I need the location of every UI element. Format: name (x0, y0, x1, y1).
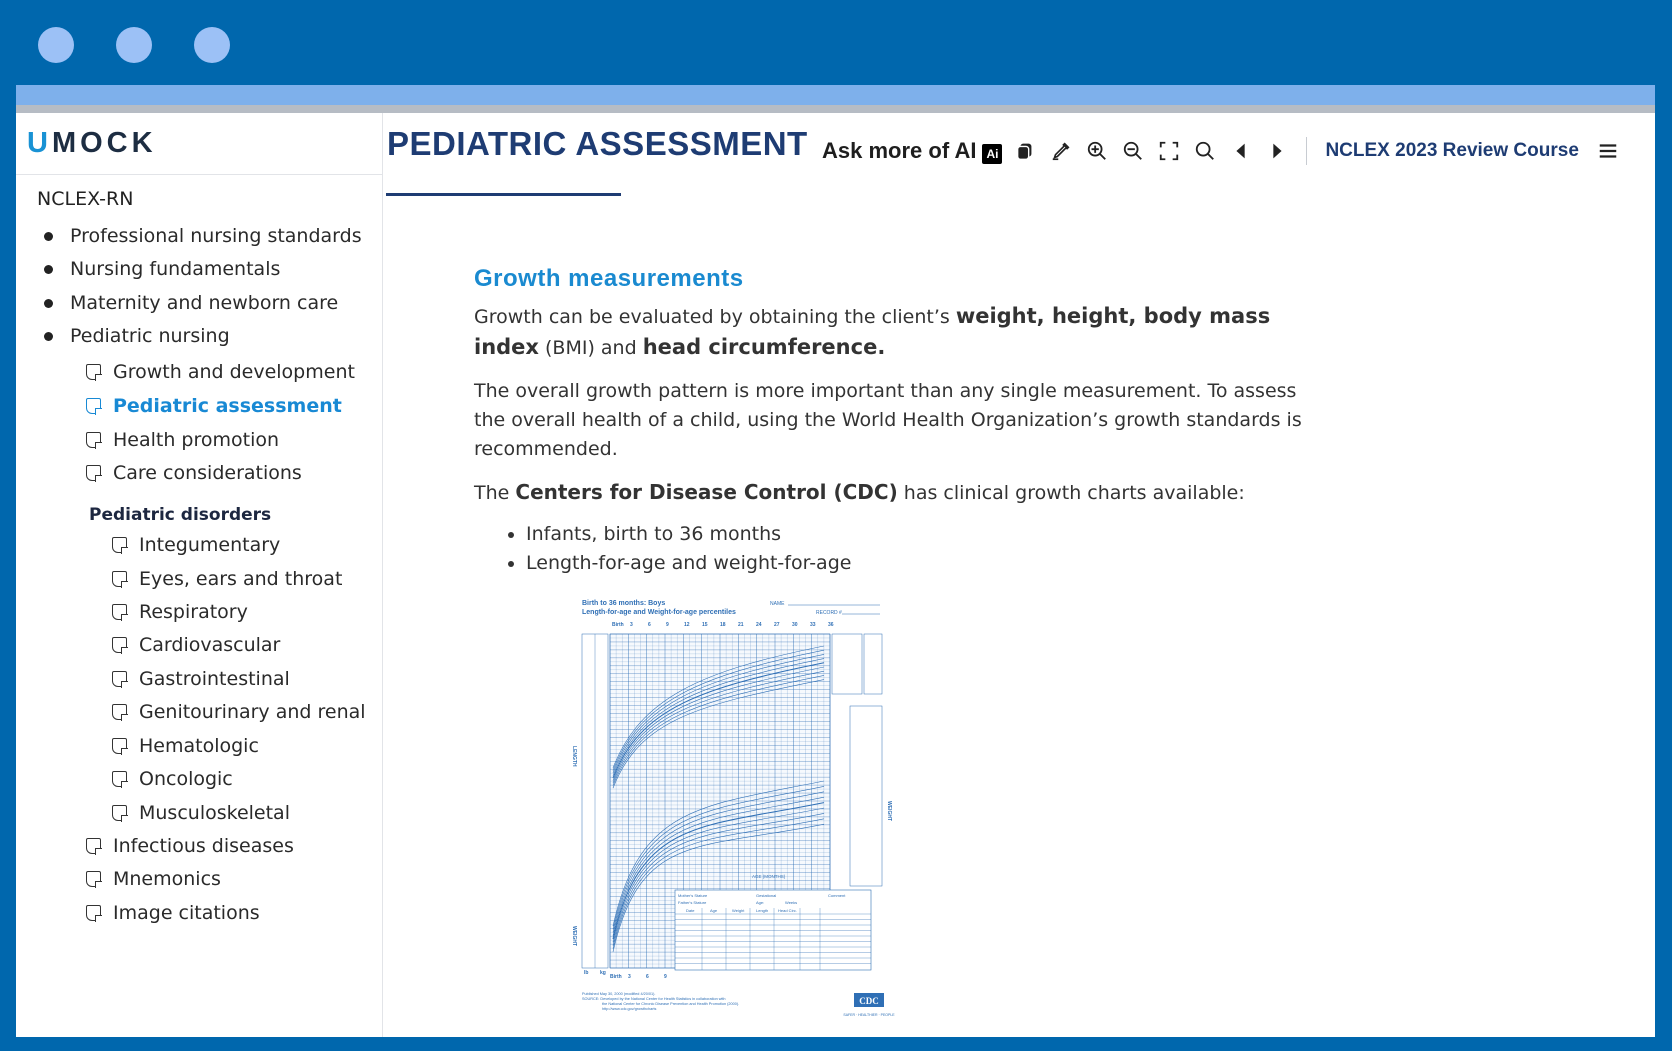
window-dot-close[interactable] (38, 27, 74, 63)
cdc-logo-text: CDC (859, 996, 879, 1006)
sidebar-item-cardiovascular[interactable]: Cardiovascular (112, 634, 280, 656)
main-content (474, 265, 1314, 578)
window-dot-minimize[interactable] (116, 27, 152, 63)
bullet-icon (44, 332, 53, 341)
sidebar-item-maternity[interactable]: Maternity and newborn care (16, 292, 338, 314)
figure-unit-kg: kg (600, 970, 606, 976)
sidebar-item-infectious-diseases[interactable]: Infectious diseases (86, 835, 294, 857)
figure-col-comment: Comment (828, 893, 846, 898)
page-icon (112, 537, 127, 553)
paragraph-cdc: The Centers for Disease Control (CDC) has clinical growth charts available: (474, 480, 1245, 504)
section-heading-pediatric-disorders: Pediatric disorders (89, 505, 272, 525)
toolbar-divider (1306, 137, 1307, 165)
sidebar-item-mnemonics[interactable]: Mnemonics (86, 868, 221, 890)
page-icon (112, 571, 127, 587)
page-icon (86, 871, 101, 887)
figure-col-weight: Weight (732, 908, 745, 913)
sidebar-item-health-promotion[interactable]: Health promotion (86, 429, 279, 451)
sidebar-item-musculoskeletal[interactable]: Musculoskeletal (112, 802, 290, 824)
figure-mother-stature: Mother's Stature (678, 893, 708, 898)
figure-bottom-age-label: 3 (628, 974, 631, 980)
ai-badge-icon: Ai (982, 144, 1002, 164)
sidebar-item-hematologic[interactable]: Hematologic (112, 735, 259, 757)
sidebar (16, 113, 383, 1037)
page-icon (86, 465, 101, 481)
bullet-icon (44, 299, 53, 308)
section-heading: Growth measurements (474, 265, 744, 292)
sidebar-item-image-citations[interactable]: Image citations (86, 902, 260, 924)
figure-bottom-age-label: 6 (646, 974, 649, 980)
page-icon (86, 364, 101, 380)
figure-top-age-label: 18 (720, 622, 726, 628)
next-icon[interactable] (1264, 138, 1290, 164)
course-link[interactable]: NCLEX 2023 Review Course (1325, 140, 1579, 161)
figure-age-label-bottom: AGE (MONTHS) (752, 874, 786, 879)
cdc-growth-chart-image[interactable] (571, 596, 905, 1026)
figure-bottom-age-label: 9 (664, 974, 667, 980)
window-title-bar (16, 85, 1655, 105)
figure-unit-lb: lb (584, 970, 589, 976)
figure-length-axis-label: LENGTH (571, 746, 577, 767)
copy-icon[interactable] (1012, 138, 1038, 164)
figure-col-age: Age (710, 908, 718, 913)
page-icon (112, 771, 127, 787)
sidebar-item-professional-nursing-standards[interactable]: Professional nursing standards (16, 225, 362, 247)
page-icon (112, 805, 127, 821)
page-icon (86, 398, 101, 414)
paragraph-growth-intro: Growth can be evaluated by obtaining the client’s weight, height, body mass index (BMI) and head circumference. (474, 304, 1271, 359)
sidebar-item-respiratory[interactable]: Respiratory (112, 601, 248, 623)
page-icon (112, 704, 127, 720)
bullet-icon (44, 265, 53, 274)
figure-father-stature: Father's Stature (678, 900, 707, 905)
cdc-tagline: SAFER · HEALTHIER · PEOPLE (843, 1013, 895, 1017)
figure-top-age-label: 12 (684, 622, 690, 628)
figure-footer-1: Published May 30, 2000 (modified 4/20/01). (582, 992, 656, 996)
figure-top-age-label: 33 (810, 622, 816, 628)
sidebar-item-nursing-fundamentals[interactable]: Nursing fundamentals (16, 258, 280, 280)
figure-top-age-label: 21 (738, 622, 744, 628)
chart-list (474, 520, 1314, 578)
figure-bottom-age-label: Birth (610, 974, 622, 980)
figure-top-age-label: 36 (828, 622, 834, 628)
figure-top-age-label: 9 (666, 622, 669, 628)
sidebar-item-oncologic[interactable]: Oncologic (112, 768, 233, 790)
page-icon (112, 738, 127, 754)
figure-gest-weeks: Weeks (785, 900, 798, 905)
course-name: NCLEX-RN (37, 188, 134, 210)
list-item: • Infants, birth to 36 months (526, 520, 1314, 549)
sidebar-item-pediatric-assessment[interactable]: Pediatric assessment (86, 395, 342, 417)
window-divider (16, 105, 1655, 113)
paragraph-growth-pattern: The overall growth pattern is more important than any single measurement. To assess the overall health of a child, using the World Health Organization’s growth standards is recommended. (474, 380, 1302, 460)
previous-icon[interactable] (1228, 138, 1254, 164)
highlighter-icon[interactable] (1048, 138, 1074, 164)
figure-footer-4: http://www.cdc.gov/growthcharts (602, 1007, 657, 1011)
figure-top-age-label: 24 (756, 622, 762, 628)
sidebar-item-eyes-ears-throat[interactable]: Eyes, ears and throat (112, 568, 342, 590)
sidebar-item-genitourinary-renal[interactable]: Genitourinary and renal (112, 701, 366, 723)
figure-top-age-label: 27 (774, 622, 780, 628)
figure-top-age-label: Birth (612, 622, 624, 628)
page-icon (86, 838, 101, 854)
bullet-icon (44, 232, 53, 241)
sidebar-item-care-considerations[interactable]: Care considerations (86, 462, 302, 484)
list-item: • Length-for-age and weight-for-age (526, 549, 1314, 578)
fullscreen-icon[interactable] (1156, 138, 1182, 164)
zoom-in-icon[interactable] (1084, 138, 1110, 164)
sidebar-item-growth-and-development[interactable]: Growth and development (86, 361, 355, 383)
figure-top-age-label: 3 (630, 622, 633, 628)
figure-footer-2: SOURCE: Developed by the National Center for Health Statistics in collaboration with (582, 997, 726, 1001)
page-icon (112, 671, 127, 687)
figure-gest-age: Age: (756, 900, 765, 905)
toolbar (822, 134, 1621, 168)
figure-col-length: Length (756, 908, 769, 913)
ask-ai-button[interactable]: Ask more of AI Ai (822, 138, 1002, 164)
window-controls (38, 27, 230, 63)
page-icon (112, 604, 127, 620)
page-title: PEDIATRIC ASSESSMENT (387, 125, 808, 162)
figure-top-age-label: 6 (648, 622, 651, 628)
figure-weight-axis-label-left: WEIGHT (571, 926, 577, 946)
figure-name-label: NAME (770, 601, 785, 607)
zoom-out-icon[interactable] (1120, 138, 1146, 164)
page-icon (112, 637, 127, 653)
figure-title-line2: Length-for-age and Weight-for-age percentiles (582, 609, 736, 616)
sidebar-item-gastrointestinal[interactable]: Gastrointestinal (112, 668, 290, 690)
figure-weight-axis-label-right: WEIGHT (886, 801, 892, 821)
figure-footer-3: the National Center for Chronic Disease Prevention and Health Promotion (2000). (602, 1002, 740, 1006)
search-icon[interactable] (1192, 138, 1218, 164)
figure-record-label: RECORD # (816, 610, 842, 616)
figure-top-age-label: 30 (792, 622, 798, 628)
sidebar-item-integumentary[interactable]: Integumentary (112, 534, 280, 556)
page-icon (86, 432, 101, 448)
sidebar-item-pediatric-nursing[interactable]: Pediatric nursing (16, 325, 230, 347)
hamburger-menu-icon[interactable] (1595, 138, 1621, 164)
page-icon (86, 905, 101, 921)
figure-top-age-label: 15 (702, 622, 708, 628)
brand-logo[interactable]: UMOCK (16, 113, 382, 175)
window-dot-maximize[interactable] (194, 27, 230, 63)
figure-col-date: Date (686, 908, 695, 913)
title-underline (386, 193, 621, 196)
figure-col-head-circ: Head Circ. (778, 908, 797, 913)
figure-gestational: Gestational (756, 893, 777, 898)
figure-title-line1: Birth to 36 months: Boys (582, 600, 666, 607)
